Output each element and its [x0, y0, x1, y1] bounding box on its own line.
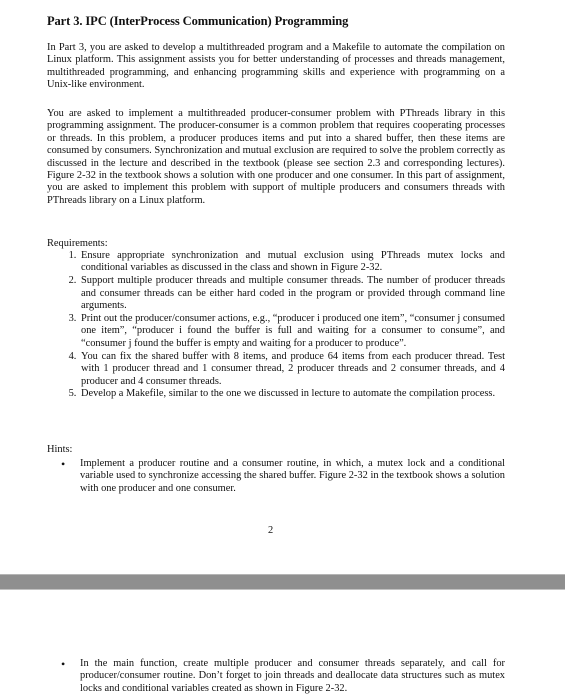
- hint-item: • Implement a producer routine and a consumer routine, in which, a mutex lock and a conditional variable used to synchronize accessing the shared buffer. Figure 2-32 in the textbook shows a solution with one producer and one consumer.: [80, 458, 505, 495]
- requirement-item: 2. Support multiple producer threads and multiple consumer threads. The number of producer threads and consumer threads can be either hard coded in the program or provided through command line arguments.: [79, 275, 505, 312]
- requirement-item: 3. Print out the producer/consumer actions, e.g., “producer i produced one item”, “consumer j consumed one item”, “producer i found the buffer is full and waiting for a consumer to consume”, and “consumer j found the buffer is empty and waiting for a producer to produce”.: [79, 313, 505, 350]
- hints-list: [47, 458, 505, 495]
- requirements-label: Requirements:: [47, 238, 108, 249]
- intro-paragraph: In Part 3, you are asked to develop a multithreaded program and a Makefile to automate the compilation on Linux platform. This assignment assists you for better understanding of processes and threads management, multithreaded programming, and enhancing programming skills and experience with programming on a Unix-like environment.: [47, 42, 505, 91]
- hints-list-continued: [47, 658, 505, 695]
- requirements-list: [47, 250, 505, 401]
- description-paragraph: You are asked to implement a multithreaded producer-consumer problem with PThreads library in this programming assignment. The producer-consumer is a common problem that requires cooperating processes or threads. In this problem, a producer produces items and put into a shared buffer, then these items are consumed by consumers. Synchronization and mutual exclusion are required to solve the problem correctly as discussed in the lecture and described in the textbook (please see section 2.3 and corresponding lectures). Figure 2-32 in the textbook shows a solution with one producer and one consumer. In this part of assignment, you are asked to implement this problem with support of multiple producers and consumers threads with PThreads library on a Linux platform.: [47, 108, 505, 206]
- hint-item: • In the main function, create multiple producer and consumer threads separately, and call for producer/consumer routine. Don’t forget to join threads and deallocate data structures such as mutex locks and conditional variables created as shown in Figure 2-32.: [80, 658, 505, 695]
- page-number: 2: [268, 525, 274, 536]
- section-heading: Part 3. IPC (InterProcess Communication) Programming: [47, 14, 349, 28]
- hints-label: Hints:: [47, 444, 73, 455]
- page-break-separator: [0, 575, 565, 589]
- requirement-item: 4. You can fix the shared buffer with 8 items, and produce 64 items from each producer thread. Test with 1 producer thread and 1 consumer thread, 2 producer threads and 2 consumer threads, and 4 producer and 4 consumer threads.: [79, 351, 505, 388]
- requirement-item: 5. Develop a Makefile, similar to the one we discussed in lecture to automate the compilation process.: [79, 388, 505, 400]
- requirement-item: 1. Ensure appropriate synchronization and mutual exclusion using PThreads mutex locks and conditional variables as discussed in the class and shown in Figure 2-32.: [79, 250, 505, 275]
